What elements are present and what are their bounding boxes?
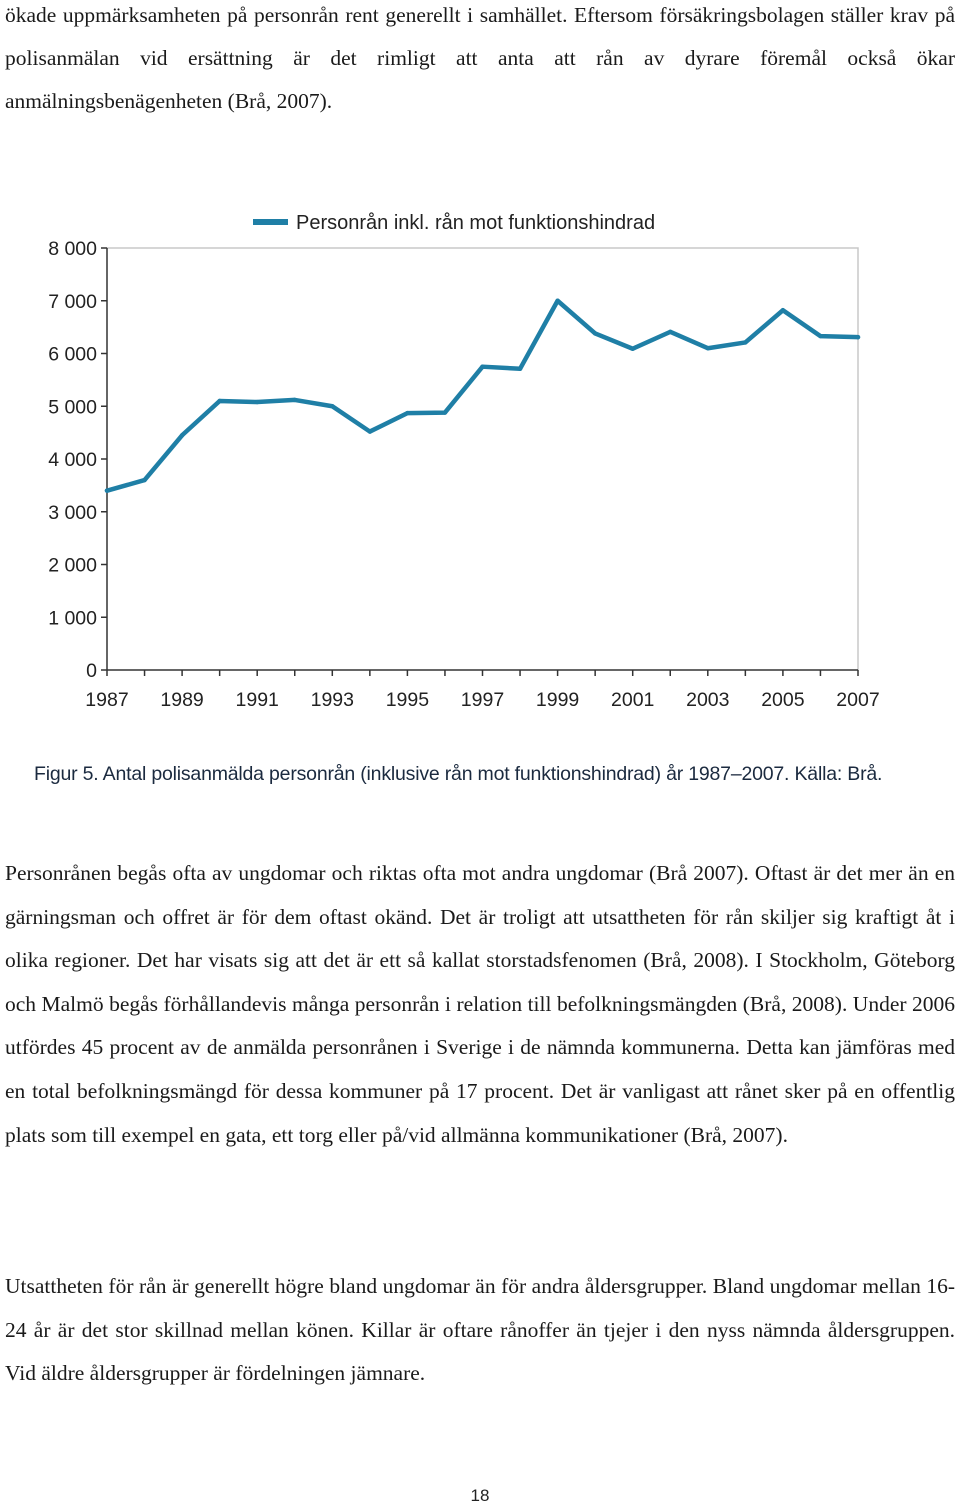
- y-tick-label: 7 000: [48, 290, 97, 313]
- line-chart: [0, 195, 960, 755]
- data-point: [518, 367, 522, 371]
- data-point: [593, 331, 597, 335]
- data-point: [142, 478, 146, 482]
- paragraph-robbery-youth: Personrånen begås ofta av ungdomar och riktas ofta mot andra ungdomar (Brå 2007). Oftast är det mer än en gärningsman och offret är för dem oftast okänd. Det är troligt att utsattheten för rån skiljer sig kraftigt åt i olika regioner. Det har visats sig att det är ett så kallat storstadsfenomen (Brå, 2008). I Stockholm, Göteborg och Malmö begås förhållandevis många personrån i relation till befolkningsmängden (Brå, 2008). Under 2006 utfördes 45 procent av de anmälda personrånen i Sverige i de nämnda kommunerna. Detta kan jämföras med en total befolkningsmängd för dessa kommuner på 17 procent. Det är vanligast att rånet sker på en offentlig plats som till exempel en gata, ett torg eller på/vid allmänna kommunikationer (Brå, 2007).: [5, 861, 955, 1147]
- x-tick-label: 2007: [836, 689, 880, 711]
- figure-5: [0, 195, 960, 835]
- plot-frame: [107, 248, 858, 670]
- data-point: [480, 364, 484, 368]
- data-point: [330, 404, 334, 408]
- data-point: [255, 400, 259, 404]
- data-point: [781, 308, 785, 312]
- data-point: [856, 335, 860, 339]
- x-tick-label: 1999: [535, 689, 580, 711]
- data-point: [443, 410, 447, 414]
- y-tick-label: 6 000: [48, 343, 97, 366]
- data-point: [405, 411, 409, 415]
- data-point: [368, 429, 372, 433]
- y-tick-label: 1 000: [48, 607, 97, 630]
- data-point: [293, 398, 297, 402]
- y-tick-label: 5 000: [48, 396, 97, 419]
- data-point: [217, 399, 221, 403]
- y-tick-label: 8 000: [48, 238, 97, 260]
- data-point: [105, 488, 109, 492]
- y-tick-label: 2 000: [48, 554, 97, 577]
- data-point: [555, 299, 559, 303]
- series-line: [107, 301, 858, 491]
- x-tick-label: 1997: [460, 689, 505, 711]
- paragraph-exposure: Utsattheten för rån är generellt högre bland ungdomar än för andra åldersgrupper. Bland ungdomar mellan 16-24 år är det stor skillnad mellan könen. Killar är oftare rånoffer än tjejer i den nyss nämnda åldersgruppen. Vid äldre åldersgrupper är fördelningen jämnare.: [5, 1274, 955, 1386]
- paragraph-intro: ökade uppmärksamheten på personrån rent generellt i samhället. Eftersom försäkringsbolagen ställer krav på polisanmälan vid ersättning är det rimligt att anta att rån av dyrare föremål också ökar anmälningsbenägenheten (Brå, 2007).: [5, 3, 955, 113]
- x-tick-label: 2003: [686, 689, 730, 711]
- x-tick-label: 2001: [611, 689, 655, 711]
- x-tick-label: 1993: [310, 689, 354, 711]
- page-number: 18: [470, 1486, 490, 1505]
- data-point: [818, 334, 822, 338]
- data-point: [668, 330, 672, 334]
- data-point: [631, 347, 635, 351]
- x-tick-label: 1989: [160, 689, 204, 711]
- y-tick-label: 4 000: [48, 449, 97, 471]
- x-tick-label: 2005: [761, 689, 805, 711]
- x-tick-label: 1995: [385, 689, 430, 711]
- data-point: [180, 433, 184, 437]
- figure-caption: Figur 5. Antal polisanmälda personrån (inklusive rån mot funktionshindrad) år 1987–2007. Källa: Brå.: [34, 763, 883, 785]
- x-tick-label: 1991: [235, 689, 279, 711]
- y-tick-label: 0: [86, 660, 97, 682]
- legend-label: Personrån inkl. rån mot funktionshindrad: [296, 212, 656, 234]
- y-tick-label: 3 000: [48, 501, 97, 524]
- data-point: [706, 346, 710, 350]
- x-tick-label: 1987: [85, 689, 129, 711]
- data-point: [743, 340, 747, 344]
